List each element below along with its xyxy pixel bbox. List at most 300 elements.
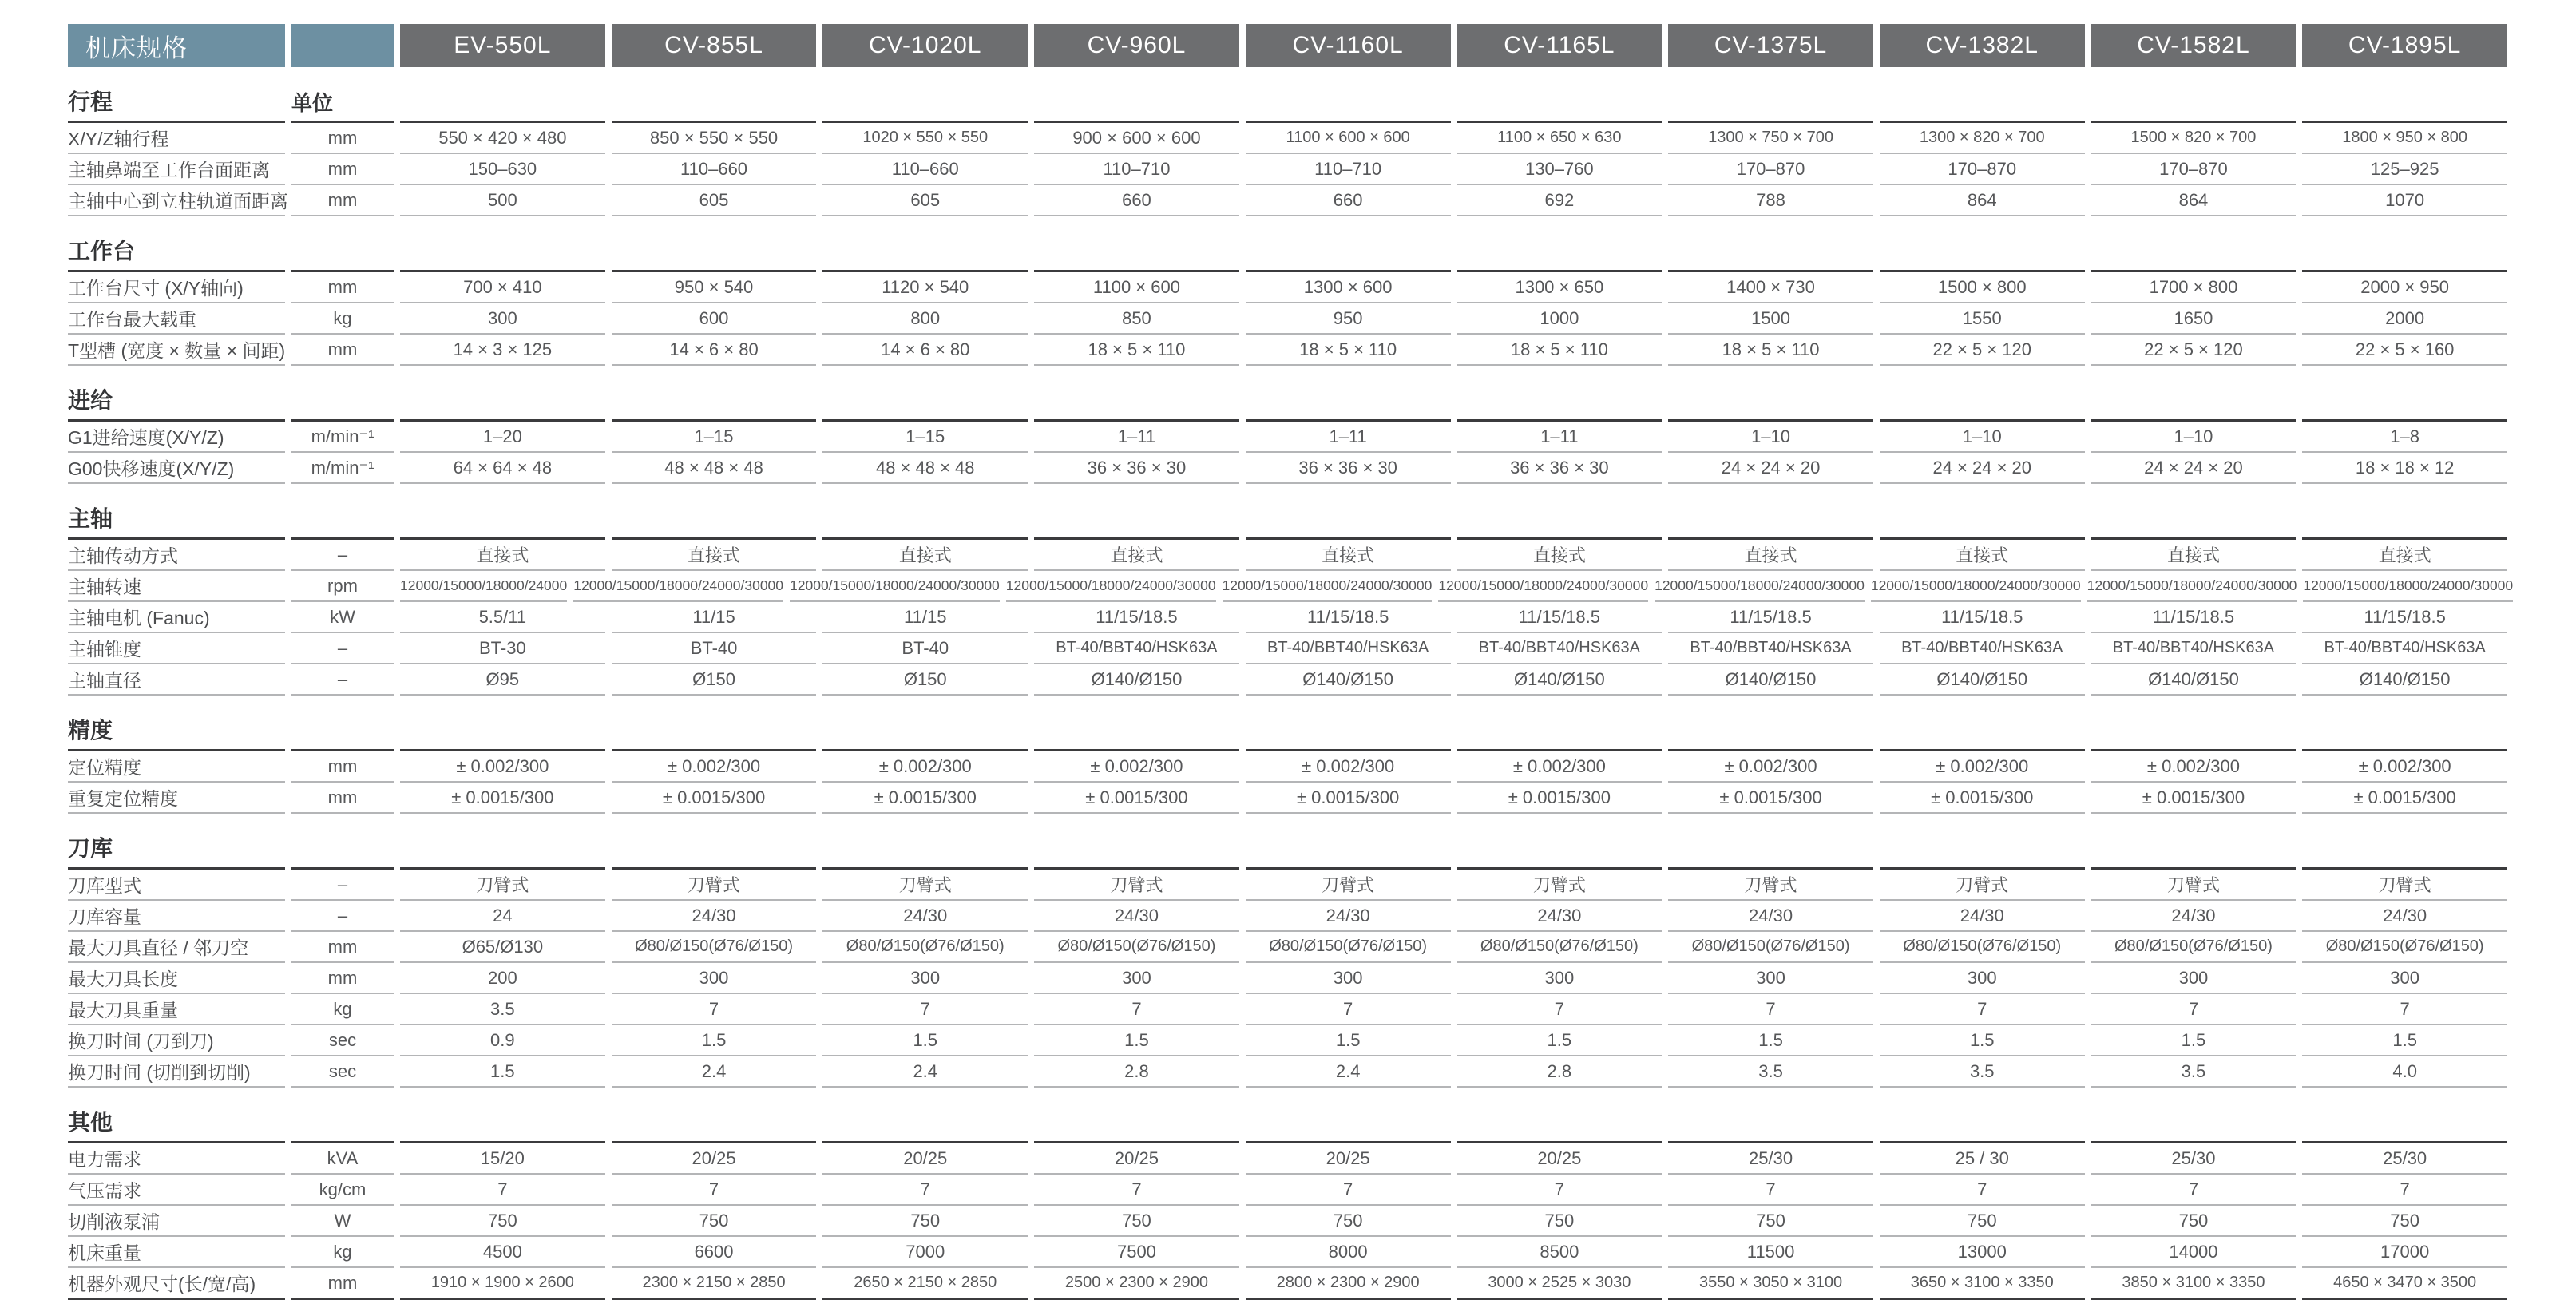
section-title: 精度 [68,710,285,751]
spec-value: 22 × 5 × 160 [2302,335,2507,366]
section-rule [1457,81,1663,123]
unit-column-header: 单位 [291,81,394,123]
spec-value: 1070 [2302,185,2507,216]
spec-value: Ø150 [822,664,1028,696]
spec-value: 11/15/18.5 [2302,602,2507,633]
row-unit: mm [291,335,394,366]
model-header: CV-855L [612,24,817,67]
model-header: EV-550L [400,24,605,67]
table-row [68,994,2507,1025]
spec-value: ± 0.0015/300 [1457,783,1663,814]
row-unit: kg/cm [291,1175,394,1206]
section-rule [1246,380,1451,422]
spec-value: 750 [1246,1206,1451,1237]
table-row [68,602,2507,633]
spec-value: 24 [400,901,605,932]
spec-value: 800 [822,303,1028,335]
spec-value: 2.4 [822,1056,1028,1088]
spec-value: 1–8 [2302,422,2507,453]
spec-value: 刀臂式 [2091,870,2297,901]
row-unit: mm [291,1268,394,1300]
section-rule [822,828,1028,870]
spec-value: 25/30 [2302,1143,2507,1175]
section-rule [400,380,605,422]
spec-value: 7 [1457,1175,1663,1206]
spec-value: 110–660 [612,154,817,185]
row-unit: mm [291,123,394,154]
spec-value: 11/15/18.5 [1880,602,2085,633]
unit-column-header [291,498,394,540]
section-rule [1668,498,1873,540]
spec-value: ± 0.0015/300 [2091,783,2297,814]
spec-value: ± 0.002/300 [1034,751,1239,783]
row-label: 刀库容量 [68,901,285,932]
spec-value: 直接式 [822,540,1028,571]
spec-value: 14 × 6 × 80 [822,335,1028,366]
section-title: 其他 [68,1102,285,1143]
model-header: CV-1582L [2091,24,2297,67]
spec-value: 7 [1880,1175,2085,1206]
unit-column-header [291,1102,394,1143]
spec-value: 7 [1246,994,1451,1025]
spec-value: ± 0.0015/300 [1246,783,1451,814]
spec-value: BT-40/BBT40/HSK63A [2302,633,2507,664]
table-row [68,1237,2507,1268]
table-header-row [68,24,2507,67]
section-rule [1457,498,1663,540]
spec-value: 24 × 24 × 20 [1880,453,2085,484]
section-rule [1668,380,1873,422]
spec-value: ± 0.002/300 [1457,751,1663,783]
spec-value: 14 × 3 × 125 [400,335,605,366]
section-rule [1034,81,1239,123]
table-row [68,1268,2507,1300]
spec-value: 直接式 [400,540,605,571]
spec-value: 64 × 64 × 48 [400,453,605,484]
spec-value: 4500 [400,1237,605,1268]
section-rule [1034,231,1239,272]
spec-value: 850 [1034,303,1239,335]
spec-value: 13000 [1880,1237,2085,1268]
spec-value: Ø150 [612,664,817,696]
spec-value: 1–10 [1880,422,2085,453]
spec-value: 3850 × 3100 × 3350 [2091,1268,2297,1300]
table-row [68,422,2507,453]
spec-value: 300 [1668,963,1873,994]
spec-value: 1.5 [1034,1025,1239,1056]
spec-value: 36 × 36 × 30 [1246,453,1451,484]
table-row [68,1025,2507,1056]
section-rule [1668,231,1873,272]
spec-value: 7 [1668,994,1873,1025]
spec-value: 1.5 [1668,1025,1873,1056]
row-unit: kg [291,1237,394,1268]
spec-value: 刀臂式 [1457,870,1663,901]
spec-value: 750 [1457,1206,1663,1237]
spec-value: 12000/15000/18000/24000 [400,571,567,602]
spec-value: 2650 × 2150 × 2850 [822,1268,1028,1300]
spec-value: 5.5/11 [400,602,605,633]
spec-value: Ø80/Ø150(Ø76/Ø150) [1246,932,1451,963]
table-row [68,1206,2507,1237]
spec-value: 4650 × 3470 × 3500 [2302,1268,2507,1300]
row-label: 机床重量 [68,1237,285,1268]
spec-value: 1700 × 800 [2091,272,2297,303]
spec-value: 788 [1668,185,1873,216]
row-unit: rpm [291,571,394,602]
spec-value: 1400 × 730 [1668,272,1873,303]
spec-value: 20/25 [1246,1143,1451,1175]
spec-value: 500 [400,185,605,216]
section-rule [1034,710,1239,751]
spec-value: 6600 [612,1237,817,1268]
spec-value: 864 [2091,185,2297,216]
spec-value: 7 [2091,994,2297,1025]
spec-value: 2300 × 2150 × 2850 [612,1268,817,1300]
spec-value: 8000 [1246,1237,1451,1268]
row-label: 电力需求 [68,1143,285,1175]
spec-value: 3.5 [400,994,605,1025]
spec-value: 170–870 [2091,154,2297,185]
spec-value: 3.5 [1880,1056,2085,1088]
spec-value: 750 [400,1206,605,1237]
section-title: 工作台 [68,231,285,272]
section-title-row [68,81,2507,123]
row-label: 主轴中心到立柱轨道面距离 [68,185,285,216]
spec-value: Ø140/Ø150 [1457,664,1663,696]
spec-value: 600 [612,303,817,335]
spec-value: 4.0 [2302,1056,2507,1088]
spec-value: 950 × 540 [612,272,817,303]
spec-value: ± 0.0015/300 [1880,783,2085,814]
spec-value: 3.5 [1668,1056,1873,1088]
section-rule [1246,710,1451,751]
spec-value: 660 [1246,185,1451,216]
spec-value: 24 × 24 × 20 [2091,453,2297,484]
row-label: 主轴电机 (Fanuc) [68,602,285,633]
row-unit: mm [291,272,394,303]
row-label: 最大刀具直径 / 邻刀空 [68,932,285,963]
section-title: 行程 [68,81,285,123]
row-label: 机器外观尺寸(长/宽/高) [68,1268,285,1300]
spec-value: ± 0.0015/300 [1034,783,1239,814]
spec-value: ± 0.002/300 [612,751,817,783]
spec-value: 750 [1668,1206,1873,1237]
spec-value: 300 [1880,963,2085,994]
spec-value: 300 [1457,963,1663,994]
spec-value: 1300 × 650 [1457,272,1663,303]
table-row [68,901,2507,932]
spec-table [68,81,2514,1300]
spec-value: Ø140/Ø150 [1246,664,1451,696]
row-label: 换刀时间 (刀到刀) [68,1025,285,1056]
section-rule [400,828,605,870]
row-label: T型槽 (宽度 × 数量 × 间距) [68,335,285,366]
spec-value: Ø80/Ø150(Ø76/Ø150) [822,932,1028,963]
row-unit: W [291,1206,394,1237]
spec-value: 17000 [2302,1237,2507,1268]
row-label: G00快移速度(X/Y/Z) [68,453,285,484]
spec-value: 110–660 [822,154,1028,185]
row-unit: – [291,901,394,932]
spec-value: 1500 [1668,303,1873,335]
row-label: 最大刀具长度 [68,963,285,994]
spec-value: ± 0.002/300 [1246,751,1451,783]
spec-value: Ø80/Ø150(Ø76/Ø150) [1880,932,2085,963]
row-label: G1进给速度(X/Y/Z) [68,422,285,453]
section-rule [1668,81,1873,123]
spec-value: 刀臂式 [1668,870,1873,901]
spec-value: 1.5 [1246,1025,1451,1056]
spec-value: 1–15 [612,422,817,453]
spec-value: 22 × 5 × 120 [1880,335,2085,366]
spec-value: Ø80/Ø150(Ø76/Ø150) [612,932,817,963]
model-header: CV-1375L [1668,24,1873,67]
spec-value: 48 × 48 × 48 [822,453,1028,484]
spec-value: 300 [400,303,605,335]
spec-value: 11500 [1668,1237,1873,1268]
section-rule [1880,498,2085,540]
unit-column-header-cell [291,24,394,67]
spec-value: 300 [1034,963,1239,994]
spec-value: 1300 × 600 [1246,272,1451,303]
row-unit: – [291,664,394,696]
spec-value: 12000/15000/18000/24000/30000 [1223,571,1433,602]
spec-value: 刀臂式 [2302,870,2507,901]
spec-value: 1–15 [822,422,1028,453]
section-rule [1880,710,2085,751]
spec-value: 11/15/18.5 [2091,602,2297,633]
spec-value: 24/30 [1457,901,1663,932]
spec-value: 7000 [822,1237,1028,1268]
spec-value: 7 [2302,994,2507,1025]
spec-value: BT-40 [822,633,1028,664]
spec-value: 24/30 [1668,901,1873,932]
spec-value: 7 [2302,1175,2507,1206]
spec-value: 36 × 36 × 30 [1457,453,1663,484]
spec-value: 14000 [2091,1237,2297,1268]
spec-value: 2800 × 2300 × 2900 [1246,1268,1451,1300]
spec-value: 1100 × 600 [1034,272,1239,303]
spec-value: 24/30 [1034,901,1239,932]
spec-value: 950 [1246,303,1451,335]
spec-value: 18 × 5 × 110 [1668,335,1873,366]
section-rule [612,380,817,422]
spec-value: 24/30 [612,901,817,932]
spec-value: 1650 [2091,303,2297,335]
spec-value: 2000 × 950 [2302,272,2507,303]
unit-column-header [291,828,394,870]
section-rule [2091,828,2297,870]
spec-value: 直接式 [612,540,817,571]
section-rule [1246,828,1451,870]
spec-value: Ø80/Ø150(Ø76/Ø150) [1034,932,1239,963]
spec-value: 1.5 [822,1025,1028,1056]
table-row [68,303,2507,335]
spec-value: 7 [1880,994,2085,1025]
row-label: 最大刀具重量 [68,994,285,1025]
spec-value: 150–630 [400,154,605,185]
section-rule [1880,231,2085,272]
section-rule [1880,1102,2085,1143]
spec-value: 直接式 [1668,540,1873,571]
section-rule [2091,498,2297,540]
spec-value: 300 [2302,963,2507,994]
spec-value: BT-40/BBT40/HSK63A [2091,633,2297,664]
row-unit: sec [291,1025,394,1056]
spec-value: 170–870 [1668,154,1873,185]
spec-value: 刀臂式 [1246,870,1451,901]
spec-value: 130–760 [1457,154,1663,185]
section-rule [2302,498,2507,540]
unit-column-header [291,231,394,272]
row-unit: – [291,540,394,571]
table-row [68,963,2507,994]
table-row [68,123,2507,154]
table-row [68,664,2507,696]
spec-value: 3650 × 3100 × 3350 [1880,1268,2085,1300]
spec-value: 18 × 5 × 110 [1457,335,1663,366]
spec-value: 25/30 [2091,1143,2297,1175]
spec-value: 1100 × 650 × 630 [1457,123,1663,154]
section-rule [1034,1102,1239,1143]
spec-value: 11/15/18.5 [1034,602,1239,633]
spec-value: 20/25 [1457,1143,1663,1175]
spec-value: BT-40/BBT40/HSK63A [1034,633,1239,664]
spec-value: 24/30 [1246,901,1451,932]
spec-value: 12000/15000/18000/24000/30000 [790,571,1000,602]
section-rule [2302,81,2507,123]
spec-value: 1–10 [1668,422,1873,453]
spec-value: 24/30 [1880,901,2085,932]
model-header: CV-1382L [1880,24,2085,67]
spec-value: 1020 × 550 × 550 [822,123,1028,154]
spec-value: 1100 × 600 × 600 [1246,123,1451,154]
spec-value: Ø140/Ø150 [1034,664,1239,696]
section-rule [2091,81,2297,123]
row-unit: kVA [291,1143,394,1175]
spec-value: 7 [612,994,817,1025]
row-unit: kg [291,303,394,335]
spec-value: 1120 × 540 [822,272,1028,303]
section-rule [1457,231,1663,272]
section-title: 主轴 [68,498,285,540]
section-rule [1034,380,1239,422]
section-title-row [68,1102,2507,1143]
spec-value: 8500 [1457,1237,1663,1268]
row-label: 主轴直径 [68,664,285,696]
spec-value: 750 [1034,1206,1239,1237]
spec-value: ± 0.002/300 [822,751,1028,783]
row-unit: mm [291,185,394,216]
spec-value: 12000/15000/18000/24000/30000 [1655,571,1865,602]
section-rule [1457,828,1663,870]
row-label: 气压需求 [68,1175,285,1206]
section-rule [1880,828,2085,870]
section-rule [400,81,605,123]
spec-value: 7 [1034,994,1239,1025]
spec-value: BT-40/BBT40/HSK63A [1668,633,1873,664]
spec-value: Ø140/Ø150 [2091,664,2297,696]
spec-value: 2000 [2302,303,2507,335]
spec-value: Ø80/Ø150(Ø76/Ø150) [2091,932,2297,963]
section-title: 刀库 [68,828,285,870]
unit-column-header [291,380,394,422]
spec-value: 864 [1880,185,2085,216]
spec-value: ± 0.002/300 [400,751,605,783]
row-unit: mm [291,783,394,814]
section-rule [400,1102,605,1143]
section-rule [1246,1102,1451,1143]
section-rule [822,498,1028,540]
row-unit: kW [291,602,394,633]
section-rule [400,710,605,751]
spec-value: 605 [822,185,1028,216]
spec-value: 900 × 600 × 600 [1034,123,1239,154]
table-row [68,571,2514,602]
spec-value: 12000/15000/18000/24000/30000 [1438,571,1648,602]
spec-value: 直接式 [1034,540,1239,571]
spec-value: Ø140/Ø150 [1668,664,1873,696]
spec-value: 1.5 [612,1025,817,1056]
spec-value: ± 0.0015/300 [612,783,817,814]
section-rule [1034,498,1239,540]
spec-value: BT-40/BBT40/HSK63A [1880,633,2085,664]
spec-value: 刀臂式 [1034,870,1239,901]
spec-value: 直接式 [1457,540,1663,571]
table-row [68,633,2507,664]
spec-value: 7 [1457,994,1663,1025]
row-label: 重复定位精度 [68,783,285,814]
row-label: 换刀时间 (切削到切削) [68,1056,285,1088]
section-rule [612,81,817,123]
spec-value: BT-40/BBT40/HSK63A [1246,633,1451,664]
spec-value: 1.5 [400,1056,605,1088]
spec-value: Ø65/Ø130 [400,932,605,963]
section-rule [1457,710,1663,751]
spec-value: 1–11 [1457,422,1663,453]
spec-value: 24/30 [2091,901,2297,932]
model-header: CV-960L [1034,24,1239,67]
spec-value: 1–20 [400,422,605,453]
spec-value: 692 [1457,185,1663,216]
spec-value: 1550 [1880,303,2085,335]
table-row [68,751,2507,783]
row-unit: sec [291,1056,394,1088]
spec-value: 20/25 [612,1143,817,1175]
table-row [68,453,2507,484]
table-row [68,870,2507,901]
row-label: 工作台最大载重 [68,303,285,335]
spec-value: Ø95 [400,664,605,696]
spec-value: BT-30 [400,633,605,664]
spec-value: Ø80/Ø150(Ø76/Ø150) [1457,932,1663,963]
spec-value: 750 [612,1206,817,1237]
section-rule [2091,231,2297,272]
spec-value: 11/15/18.5 [1668,602,1873,633]
spec-value: 3000 × 2525 × 3030 [1457,1268,1663,1300]
section-rule [612,828,817,870]
section-title-row [68,231,2507,272]
row-label: X/Y/Z轴行程 [68,123,285,154]
unit-column-header [291,710,394,751]
spec-value: ± 0.002/300 [2302,751,2507,783]
row-label: 主轴转速 [68,571,285,602]
spec-value: 25/30 [1668,1143,1873,1175]
spec-value: 200 [400,963,605,994]
spec-value: 22 × 5 × 120 [2091,335,2297,366]
model-header: CV-1895L [2302,24,2507,67]
